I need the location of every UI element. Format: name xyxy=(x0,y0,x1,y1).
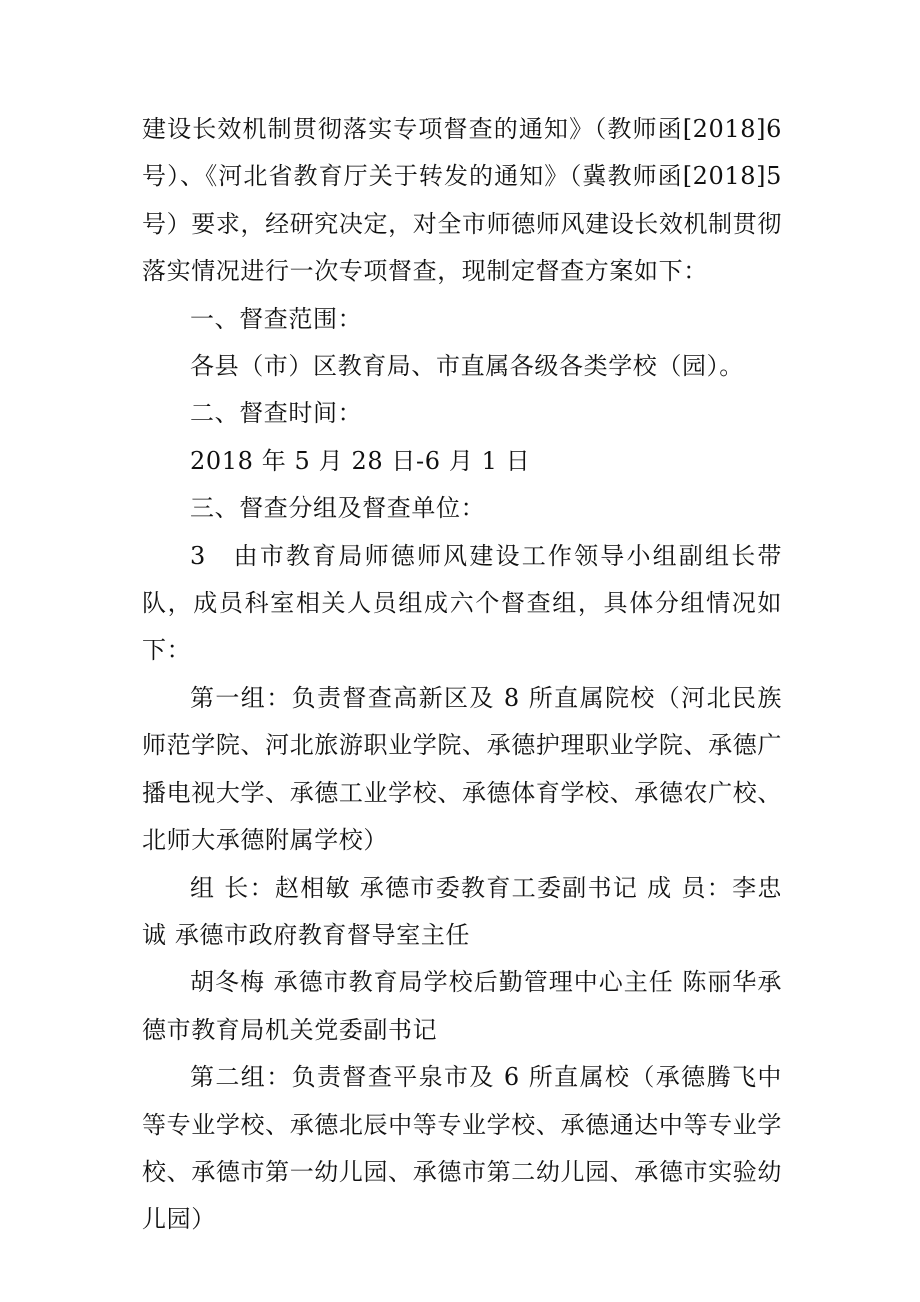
paragraph-groups-overview: 3 由市教育局师德师风建设工作领导小组副组长带队，成员科室相关人员组成六个督查组，具体分组情况如下： xyxy=(142,541,782,665)
paragraph-group-one-leaders: 组 长：赵相敏 承德市委教育工委副书记 成 员：李忠诚 承德市政府教育督导室主任 xyxy=(142,873,782,949)
paragraph-group-two: 第二组：负责督查平泉市及 6 所直属校（承德腾飞中等专业学校、承德北辰中等专业学校、承德通达中等专业学校、承德市第一幼儿园、承德市第二幼儿园、承德市实验幼儿园） xyxy=(142,1063,782,1234)
paragraph-intro-continuation: 建设长效机制贯彻落实专项督查的通知》（教师函[2018]6号）、《河北省教育厅关于转发的通知》（冀教师函[2018]5号）要求，经研究决定，对全市师德师风建设长效机制贯彻落实情况进行一次专项督查，现制定督查方案如下： xyxy=(142,115,782,286)
paragraph-group-one-members: 胡冬梅 承德市教育局学校后勤管理中心主任 陈丽华承德市教育局机关党委副书记 xyxy=(142,968,782,1044)
section-heading-time: 二、督查时间： xyxy=(190,399,363,428)
section-heading-scope: 一、督查范围： xyxy=(190,304,363,333)
document-body xyxy=(142,106,782,1244)
paragraph-group-one: 第一组：负责督查高新区及 8 所直属院校（河北民族师范学院、河北旅游职业学院、承德护理职业学院、承德广播电视大学、承德工业学校、承德体育学校、承德农广校、北师大承德附属学校） xyxy=(142,683,782,855)
section-heading-groups: 三、督查分组及督查单位： xyxy=(190,494,486,523)
paragraph-scope: 各县（市）区教育局、市直属各级各类学校（园）。 xyxy=(190,352,744,381)
paragraph-time: 2018 年 5 月 28 日-6 月 1 日 xyxy=(190,446,531,475)
